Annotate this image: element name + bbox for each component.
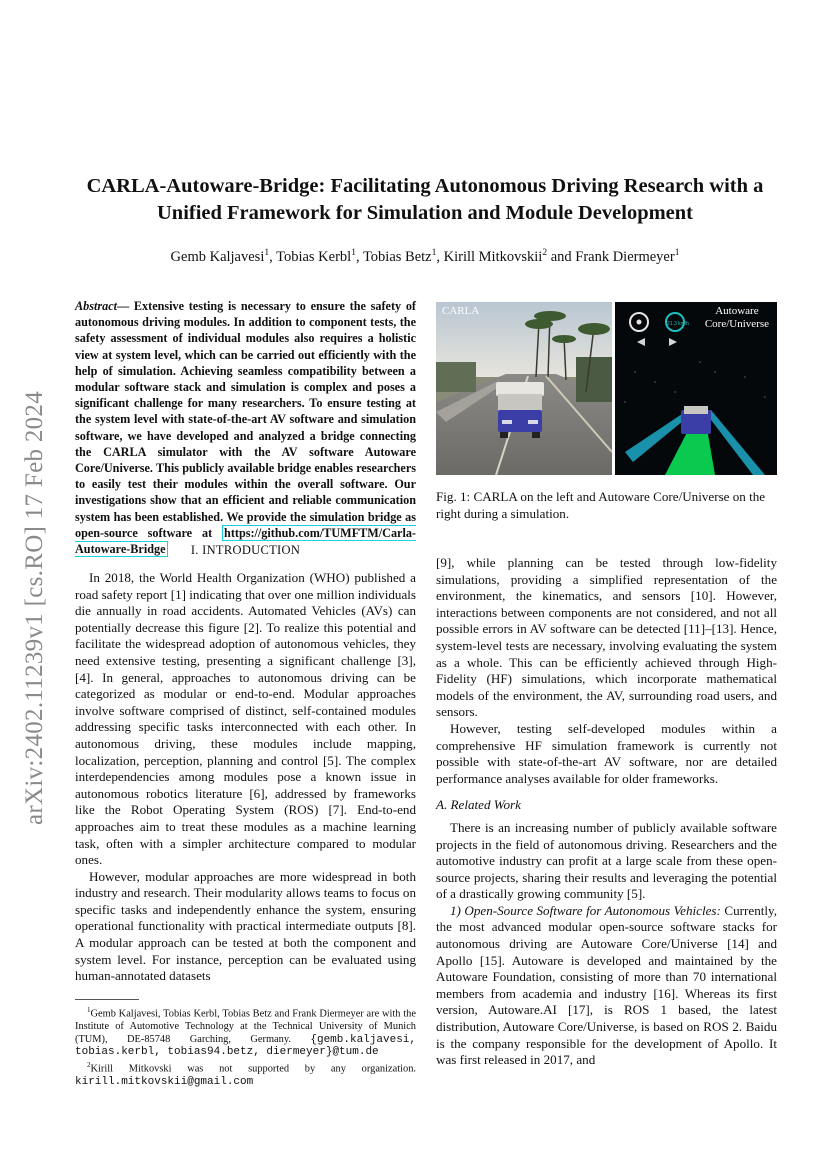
subsection-heading: A. Related Work <box>436 797 521 813</box>
footnote-emails: {gemb.kaljavesi, tobias.kerbl, tobias94.betz, diermeyer}@tum.de <box>75 1033 416 1059</box>
footnote-1: $^1$Gemb Kaljavesi, Tobias Kerbl, Tobias Betz and Frank Diermeyer are with the Institute of Automotive Technology at the Technical University of Munich (TUM), DE-85748 Garching, Germany. {gemb.kaljavesi, tobias.kerbl, tobias94.betz, diermeyer}@tum.de <box>75 1006 416 1059</box>
abstract-lead: Abstract <box>75 299 117 313</box>
author-name: Kirill Mitkovskii <box>443 248 543 265</box>
paragraph-heading: 1) Open-Source Software for Autonomous Vehicles: <box>450 902 721 918</box>
footnote-text: Kirill Mitkovski was not supported by any organization. <box>90 1063 416 1075</box>
arxiv-identifier: arXiv:2402.11239v1 [cs.RO] 17 Feb 2024 <box>21 390 48 826</box>
footnote-email: kirill.mitkovskii@gmail.com <box>75 1075 254 1088</box>
figure-1 <box>436 302 777 475</box>
body-paragraph: [9], while planning can be tested through low-fidelity simulations, providing a simplified representation of the environment, the kinematics, and sensors [10]. However, interactions between components are not considered, and not all possible errors in AV software can be detected [11]–[13]. Hence, system-level tests are necessary, involving evaluating the system as a whole. This can be efficiently achieved through High-Fidelity (HF) simulations, which incorporate mathematical models of the environment, the AV, surrounding road users, and sensors. <box>436 555 777 720</box>
paragraph-text: Currently, the most advanced modular open-source software stacks for autonomous driving are Autoware Core/Universe [14] and Apollo [15]. Autoware is developed and maintained by the Autoware Foundation, consisting of more than 70 international members from academia and industry [16]. Whereas its first version, Autoware.AI [17], is ROS 1 based, the latest distribution, Autoware Core/Universe, is based on ROS 2. Baidu is the company responsible for the development of Apollo. It was first released in 2017, and <box>436 902 777 1068</box>
abstract-dash: — <box>116 299 130 313</box>
body-paragraph: In 2018, the World Health Organization (WHO) published a road safety report [1] indicating that over one million individuals die annually in road accidents. Automated Vehicles (AVs) can potentially decrease this figure [2]. To realize this potential and facilitate the widespread adoption of autonomous vehicles, they need extensive testing, presenting a significant challenge [3], [4]. In general, approaches to autonomous driving can be categorized as modular or end-to-end. Modular approaches involve software comprised of distinct, self-contained modules addressing specific tasks interconnected with each other. In autonomous driving, these modules include mapping, localization, perception, planning and control [5]. The complex interdependencies among modules pose a known issue in autonomous robotics literature [6], addressed by frameworks like the Robot Operating System (ROS) [7]. End-to-end approaches aim to treat these modules as a machine learning task, often with a simpler architecture compared to modular ones. <box>75 570 416 868</box>
autoware-screenshot <box>615 302 777 475</box>
author-name: Frank Diermeyer <box>575 248 675 265</box>
footnote-divider <box>75 999 139 1000</box>
right-column <box>436 555 777 1069</box>
affiliation-marker: 1 <box>431 248 437 258</box>
footnote-2: $^2$Kirill Mitkovski was not supported by any organization. kirill.mitkovskii@gmail.com <box>75 1060 416 1088</box>
carla-screenshot <box>436 302 612 475</box>
paper-title: CARLA-Autoware-Bridge: Facilitating Autonomous Driving Research with a Unified Framework for Simulation and Module Development <box>86 175 764 224</box>
figure-caption: Fig. 1: CARLA on the left and Autoware Core/Universe on the right during a simulation. <box>436 489 766 521</box>
author-list: Gemb Kaljavesi$^1$, Tobias Kerbl$^1$, Tobias Betz$^1$, Kirill Mitkovskii$^2$ and Frank Diermeyer$^1$ <box>170 248 680 265</box>
body-paragraph <box>436 903 777 1069</box>
author-name: Gemb Kaljavesi <box>170 248 265 265</box>
left-column <box>75 570 416 985</box>
affiliation-marker: 2 <box>542 248 548 258</box>
affiliation-marker: 1 <box>351 248 356 258</box>
author-name: Tobias Betz <box>362 248 432 265</box>
body-paragraph: However, modular approaches are more widespread in both industry and research. Their modularity allows teams to focus on specific tasks and independently enhance the system, ensuring operational functionality with practical intermediate outputs [8]. A modular approach can be tested at both the component and system level. For instance, perception can be evaluated using human-annotated datasets <box>75 868 416 984</box>
repository-link[interactable]: https://github.com/TUMFTM/Carla-Autoware-Bridge <box>75 525 416 557</box>
carla-scene-illustration <box>436 302 612 475</box>
abstract <box>75 298 416 557</box>
abstract-text: Extensive testing is necessary to ensure the safety of autonomous driving modules. In addition to component tests, the safety assessment of individual modules also requires a holistic view at system level, which can be carried out efficiently with the help of simulation. Achieving seamless compatibility between a modular software stack and simulation is complex and poses a significant challenge for many researchers. To ensure testing at the system level with state-of-the-art AV software and simulation software, we have developed and analyzed a bridge connecting the CARLA simulator with the AV software Autoware Core/Universe. This publicly available bridge enables researchers to easily test their modules within the overall software. Our investigations show that an efficient and reliable communication system has been established. We provide the simulation bridge as open-source software at <box>75 299 416 540</box>
body-paragraph: There is an increasing number of publicly available software projects in the field of autonomous driving. Researchers and the automotive industry can profit at a large scale from these open-source projects, sharing their results and leveraging the potential of a drastically growing community [5]. <box>436 819 777 902</box>
carla-label: CARLA <box>442 305 480 317</box>
arxiv-watermark <box>22 366 48 850</box>
section-heading: I. INTRODUCTION <box>190 543 301 557</box>
author-name: Tobias Kerbl <box>276 248 352 265</box>
autoware-label-line2: Core/Universe <box>704 318 769 330</box>
autoware-label <box>705 305 769 331</box>
affiliation-marker: 1 <box>264 248 270 258</box>
autoware-label-line1: Autoware <box>715 305 759 317</box>
affiliation-marker: 1 <box>674 248 680 258</box>
footnote-text: Gemb Kaljavesi, Tobias Kerbl, Tobias Betz and Frank Diermeyer are with the Institute of Automotive Technology at the Technical University of Munich (TUM), DE-85748 Garching, Germany. <box>75 1008 416 1045</box>
footnotes <box>75 1004 416 1089</box>
svg-text:21.3 km/h: 21.3 km/h <box>667 321 689 327</box>
body-paragraph: However, testing self-developed modules within a comprehensive HF simulation framework is currently not possible with state-of-the-art AV software, nor are detailed performance analyses available for older frameworks. <box>436 720 777 786</box>
